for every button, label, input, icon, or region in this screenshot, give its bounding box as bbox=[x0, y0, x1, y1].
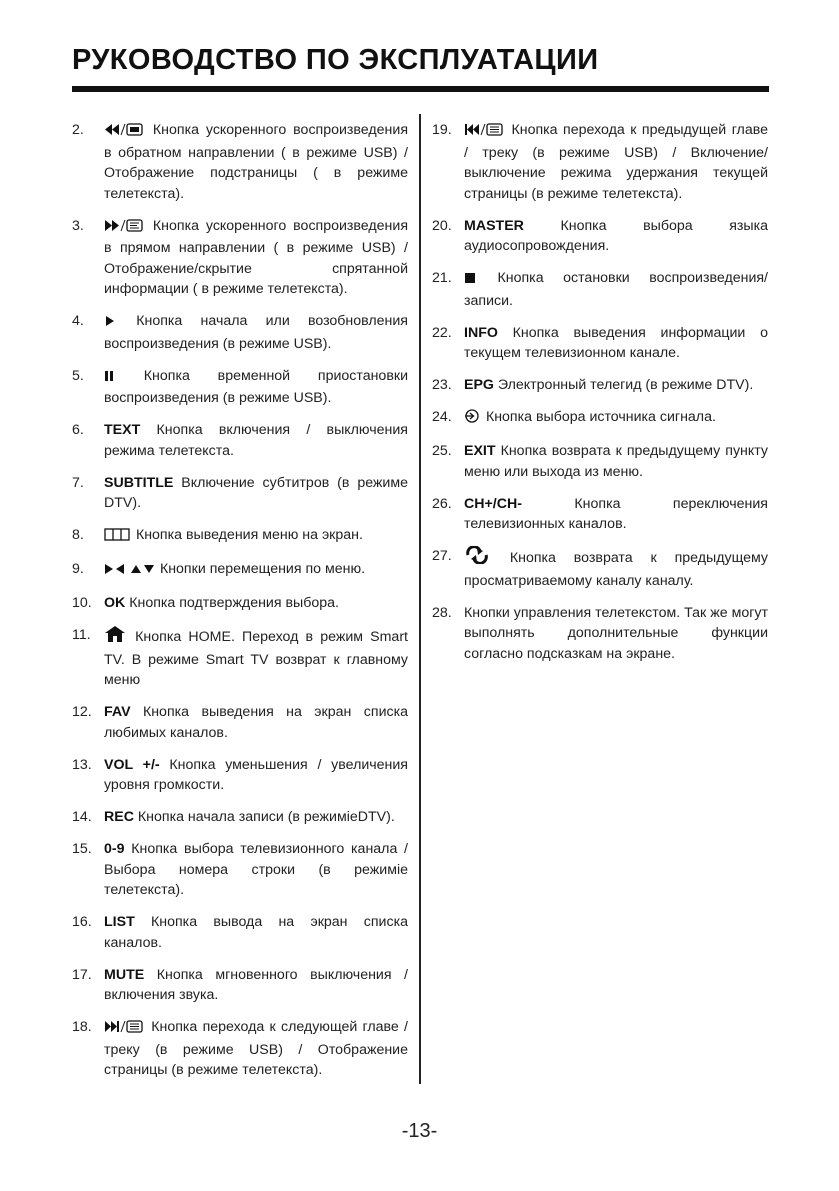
item-number: 7. bbox=[72, 474, 84, 491]
item-number: 17. bbox=[72, 966, 92, 983]
item-text: Кнопка подтверждения выбора. bbox=[125, 595, 339, 611]
item-text: Кнопка вывода на экран списка каналов. bbox=[104, 914, 408, 951]
item-number: 27. bbox=[432, 548, 452, 564]
left-column bbox=[72, 120, 408, 1092]
item-text: Кнопка ускоренного воспроизведения в обратном направлении ( в режиме USB) / Отображение подстраницы ( в режиме телетекста). bbox=[104, 122, 408, 202]
item-text: Кнопка выведения на экран списка любимых каналов. bbox=[104, 704, 408, 741]
list-item bbox=[432, 375, 768, 396]
item-text: Кнопки перемещения по меню. bbox=[156, 561, 366, 577]
list-item bbox=[72, 807, 408, 828]
list-item bbox=[72, 473, 408, 514]
item-number: 24. bbox=[432, 409, 452, 425]
item-text: Кнопка начала записи (в режимieDTV). bbox=[133, 809, 395, 825]
list-item bbox=[432, 120, 768, 204]
item-number: 18. bbox=[72, 1019, 92, 1035]
item-text: Кнопка выведения информации о текущем телевизионном канале. bbox=[464, 324, 768, 361]
list-item bbox=[72, 120, 408, 204]
list-item bbox=[432, 268, 768, 311]
item-text: Кнопки управления телетекстом. Так же могут выполнять дополнительные функции согласно подсказкам на экране. bbox=[464, 604, 768, 662]
item-number: 26. bbox=[432, 495, 452, 512]
item-text: Кнопка мгновенного выключения / включения звука. bbox=[104, 966, 408, 1003]
item-keyword: REC bbox=[104, 809, 134, 825]
item-text: Кнопка возврата к предыдущему пункту меню или выхода из меню. bbox=[464, 443, 768, 480]
recall-icon bbox=[464, 546, 490, 571]
item-number: 4. bbox=[72, 313, 84, 329]
item-number: 25. bbox=[432, 443, 452, 459]
list-item bbox=[72, 965, 408, 1006]
item-number: 2. bbox=[72, 122, 84, 138]
item-keyword: SUBTITLE bbox=[104, 474, 174, 491]
page-number: -13- bbox=[401, 1120, 438, 1142]
list-item bbox=[72, 559, 408, 582]
item-keyword: MASTER bbox=[464, 217, 524, 234]
item-keyword: OK bbox=[104, 595, 126, 611]
item-keyword: FAV bbox=[104, 704, 131, 720]
item-text: Кнопка перехода к следующей главе / треку (в режиме USB) / Отображение страницы (в режиме телетекста). bbox=[104, 1019, 408, 1078]
item-text: Кнопка начала или возобновления воспроизведения (в режиме USB). bbox=[104, 313, 408, 352]
next-chapter-page-icon bbox=[104, 1019, 144, 1040]
column-divider bbox=[419, 114, 421, 1084]
list-item bbox=[432, 546, 768, 591]
item-text: Кнопка переключения телевизионных каналов. bbox=[464, 495, 768, 532]
item-text: Кнопка уменьшения / увеличения уровня громкости. bbox=[104, 756, 408, 793]
item-keyword: EXIT bbox=[464, 443, 496, 459]
item-number: 12. bbox=[72, 704, 92, 720]
list-item bbox=[72, 1017, 408, 1081]
previous-chapter-hold-icon bbox=[464, 122, 504, 143]
item-text: Включение субтитров (в режиме DTV). bbox=[104, 474, 408, 511]
list-item bbox=[72, 311, 408, 354]
fast-forward-reveal-icon bbox=[104, 218, 144, 239]
item-keyword: TEXT bbox=[104, 422, 141, 438]
right-column bbox=[432, 120, 768, 676]
item-text: Кнопка временной приостановки воспроизведения (в режиме USB). bbox=[104, 367, 408, 406]
item-number: 16. bbox=[72, 914, 92, 930]
item-number: 10. bbox=[72, 595, 92, 611]
list-item bbox=[72, 525, 408, 548]
item-keyword: INFO bbox=[464, 324, 498, 341]
item-number: 6. bbox=[72, 422, 84, 438]
item-number: 20. bbox=[432, 217, 452, 234]
item-keyword: MUTE bbox=[104, 966, 145, 983]
item-number: 15. bbox=[72, 841, 92, 857]
item-number: 9. bbox=[72, 561, 84, 577]
list-item bbox=[432, 494, 768, 535]
navigation-arrows-icon bbox=[104, 561, 154, 582]
item-number: 14. bbox=[72, 809, 92, 825]
menu-icon bbox=[104, 527, 130, 548]
list-item bbox=[72, 839, 408, 901]
item-number: 5. bbox=[72, 367, 84, 384]
item-text: Электронный телегид (в режиме DTV). bbox=[493, 377, 754, 393]
item-number: 13. bbox=[72, 756, 92, 773]
list-item bbox=[432, 216, 768, 257]
item-text: Кнопка выбора источника сигнала. bbox=[482, 409, 716, 425]
list-item bbox=[72, 702, 408, 743]
list-item bbox=[72, 912, 408, 953]
stop-icon bbox=[464, 270, 476, 291]
list-item bbox=[432, 323, 768, 364]
play-icon bbox=[104, 313, 116, 334]
item-keyword: VOL +/- bbox=[104, 756, 160, 773]
item-number: 8. bbox=[72, 527, 84, 543]
list-item bbox=[72, 593, 408, 614]
rewind-subpage-icon bbox=[104, 122, 144, 143]
item-keyword: 0-9 bbox=[104, 841, 125, 857]
pause-icon bbox=[104, 368, 114, 389]
item-text: Кнопка выбора телевизионного канала / Выбора номера строки (в режимiе телетекста). bbox=[104, 841, 408, 898]
item-number: 3. bbox=[72, 217, 84, 234]
item-text: Кнопка включения / выключения режима телетекста. bbox=[104, 422, 408, 459]
item-text: Кнопка ускоренного воспроизведения в прямом направлении ( в режиме USB) / Отображение/скрытие спрятанной информации ( в режиме телетекста). bbox=[104, 217, 408, 297]
item-number: 22. bbox=[432, 324, 452, 341]
item-keyword: CH+/CH- bbox=[464, 495, 522, 512]
item-number: 21. bbox=[432, 270, 452, 286]
list-item bbox=[432, 441, 768, 482]
list-item bbox=[432, 407, 768, 430]
item-text: Кнопка HOME. Переход в режим Smart TV. В режиме Smart TV возврат к главному меню bbox=[104, 629, 408, 688]
page-title: РУКОВОДСТВО ПО ЭКСПЛУАТАЦИИ bbox=[72, 44, 599, 76]
item-number: 28. bbox=[432, 604, 452, 621]
item-text: Кнопка выведения меню на экран. bbox=[132, 527, 363, 543]
item-number: 19. bbox=[432, 122, 452, 138]
item-text: Кнопка перехода к предыдущей главе / треку (в режиме USB) / Включение/ выключение режима удержания текущей страницы (в режиме телетекста). bbox=[464, 122, 768, 202]
item-keyword: LIST bbox=[104, 914, 135, 930]
item-text: Кнопка возврата к предыдущему просматриваемому каналу каналу. bbox=[464, 550, 768, 589]
item-keyword: EPG bbox=[464, 377, 494, 393]
item-text: Кнопка выбора языка аудиосопровождения. bbox=[464, 217, 768, 254]
list-item bbox=[72, 420, 408, 461]
source-icon bbox=[464, 409, 480, 430]
list-item bbox=[432, 603, 768, 665]
list-item bbox=[72, 625, 408, 691]
list-item bbox=[72, 366, 408, 409]
item-number: 11. bbox=[72, 627, 91, 643]
item-number: 23. bbox=[432, 377, 452, 393]
list-item bbox=[72, 216, 408, 300]
list-item bbox=[72, 755, 408, 796]
home-icon bbox=[104, 625, 126, 650]
title-rule bbox=[72, 86, 769, 92]
item-text: Кнопка остановки воспроизведения/ записи. bbox=[464, 270, 768, 309]
